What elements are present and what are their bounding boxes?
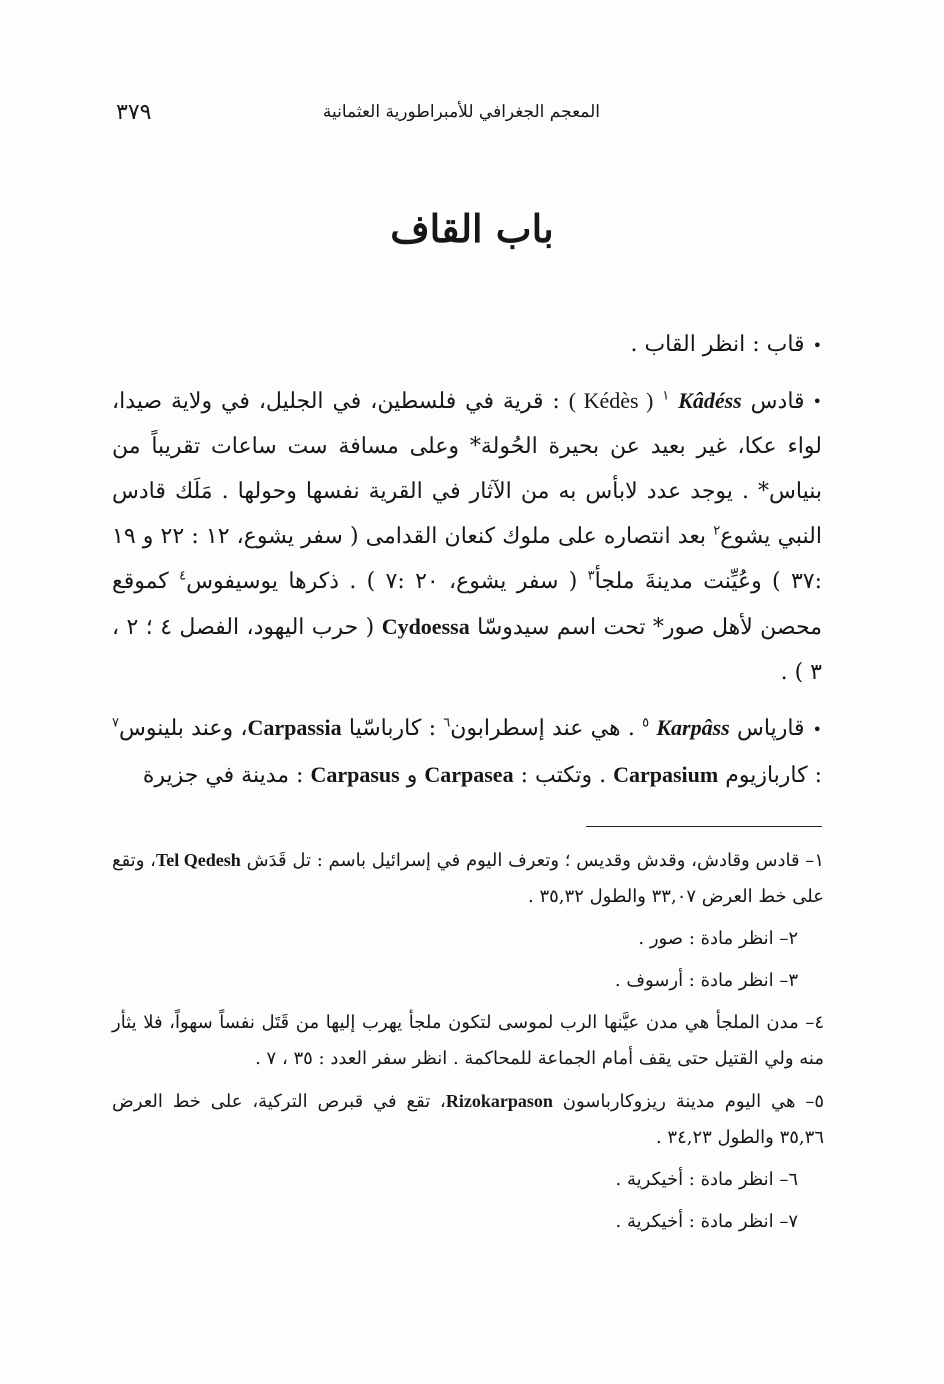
running-header [110,102,822,132]
footnote-ref: ٤ [179,568,187,584]
footnote-text: ، تقع في قبرص التركية، على خط العرض ٣٥,٣٦ والطول ٣٤,٢٣ . [112,1091,824,1148]
footnote-ref: ٢ [713,523,721,539]
entry-text: : قرية في فلسطين، في الجليل، في ولاية صيدا، لواء عكا، غير بعيد عن بحيرة الحُولة* وعلى مسافة ست ساعات تقريباً من بنياس* . يوجد عدد لابأس به من الآثار في القرية نفسها وحولها . مَلَك قادس النبي يشوع [112,388,822,549]
footnote-ref: ٧ [112,715,119,731]
entry-text: : مدينة في جزيرة [142,762,304,788]
entry-qadis [112,378,822,696]
running-title: المعجم الجغرافي للأمبراطورية العثمانية [322,102,600,122]
footnote-divider [586,826,822,827]
entry-text: : كاربازيوم [725,762,822,788]
entry-qab [112,322,822,368]
entry-text: ( حرب اليهود، الفصل ٤ ؛ ٢ ، ٣ ) . [112,615,822,685]
entry-text: : كارباسّيا [348,716,436,741]
entry-text: ( سفر يشوع، ٢٠ :٧ ) . ذكرها يوسيفوس [186,569,578,594]
bullet-icon: • [812,335,822,355]
entry-head: قادس [750,388,805,414]
footnote-latin: Rizokarpason [445,1091,553,1111]
entry-text: . هي عند إسطرابون [450,716,635,741]
entry-text: بعد انتصاره على ملوك كنعان القدامى ( سفر يشوع، ١٢ : ٢٢ و ١٩ :٣٧ ) وعُيِّنت مدينةَ ملجأ [112,524,822,594]
footnote-4 [112,1005,824,1077]
entry-karpas [112,705,822,798]
entry-latin-name: Carpasea [424,761,514,787]
entry-latin-name: Kâdéss [678,387,742,413]
footnote-7 [112,1204,798,1240]
footnote-text: ، وتقع على خط العرض ٣٣,٠٧ والطول ٣٥,٣٢ . [112,850,824,907]
footnote-latin: Tel Qedesh [155,850,241,870]
entry-text: . وتكتب : [520,762,607,788]
footnote-ref: ٥ [642,715,650,731]
entry-latin-name: Carpasium [613,761,719,787]
bullet-icon: • [812,719,822,739]
entry-latin-variant: ( Kédès ) [568,387,654,413]
entry-text: و [406,762,418,788]
entries-body [112,322,822,808]
footnote-text: ١– قادس وقادش، وقدش وقديس ؛ وتعرف اليوم في إسرائيل باسم : تل قَدَش [246,850,824,871]
footnote-1 [112,842,824,915]
footnote-text: ٤– مدن الملجأ هي مدن عيَّنها الرب لموسى لتكون ملجأ يهرب إليها من قَتَل نفساً سهواً، فلا يثأر منه ولي القتيل حتى يقف أمام الجماعة للمحاكمة . انظر سفر العدد : ٣٥ ، ٧ . [112,1012,824,1069]
footnote-text: ٢– انظر مادة : صور . [638,928,798,949]
footnote-ref: ٣ [587,568,595,584]
entry-text: ، وعند بلينوس [118,716,248,741]
entry-latin-name: Carpassia [247,715,342,740]
entry-latin-name: Cydoessa [381,614,470,639]
footnote-text: ٥– هي اليوم مدينة ريزوكارباسون [562,1091,824,1112]
footnote-text: ٣– انظر مادة : أرسوف . [614,970,798,991]
entry-latin-name: Carpasus [310,761,400,787]
page-number: ٣٧٩ [116,100,152,125]
entry-head: قارپاس [737,716,805,741]
chapter-title: باب القاف [390,206,554,251]
entry-text: كموقع محصن لأهل صور* تحت اسم سيدوسّا [112,569,822,640]
footnote-6 [112,1162,798,1198]
footnote-text: ٦– انظر مادة : أخيكرية . [615,1169,798,1190]
footnote-3 [112,963,798,999]
entry-latin-name: Karpâss [656,715,730,740]
entry-text: قاب : انظر القاب . [630,332,805,357]
footnote-ref: ٦ [443,715,451,731]
footnotes [112,842,824,1246]
footnote-text: ٧– انظر مادة : أخيكرية . [615,1211,798,1232]
footnote-2 [112,921,798,957]
footnote-5 [112,1083,824,1156]
footnote-ref: ١ [662,388,670,404]
bullet-icon: • [812,392,822,411]
